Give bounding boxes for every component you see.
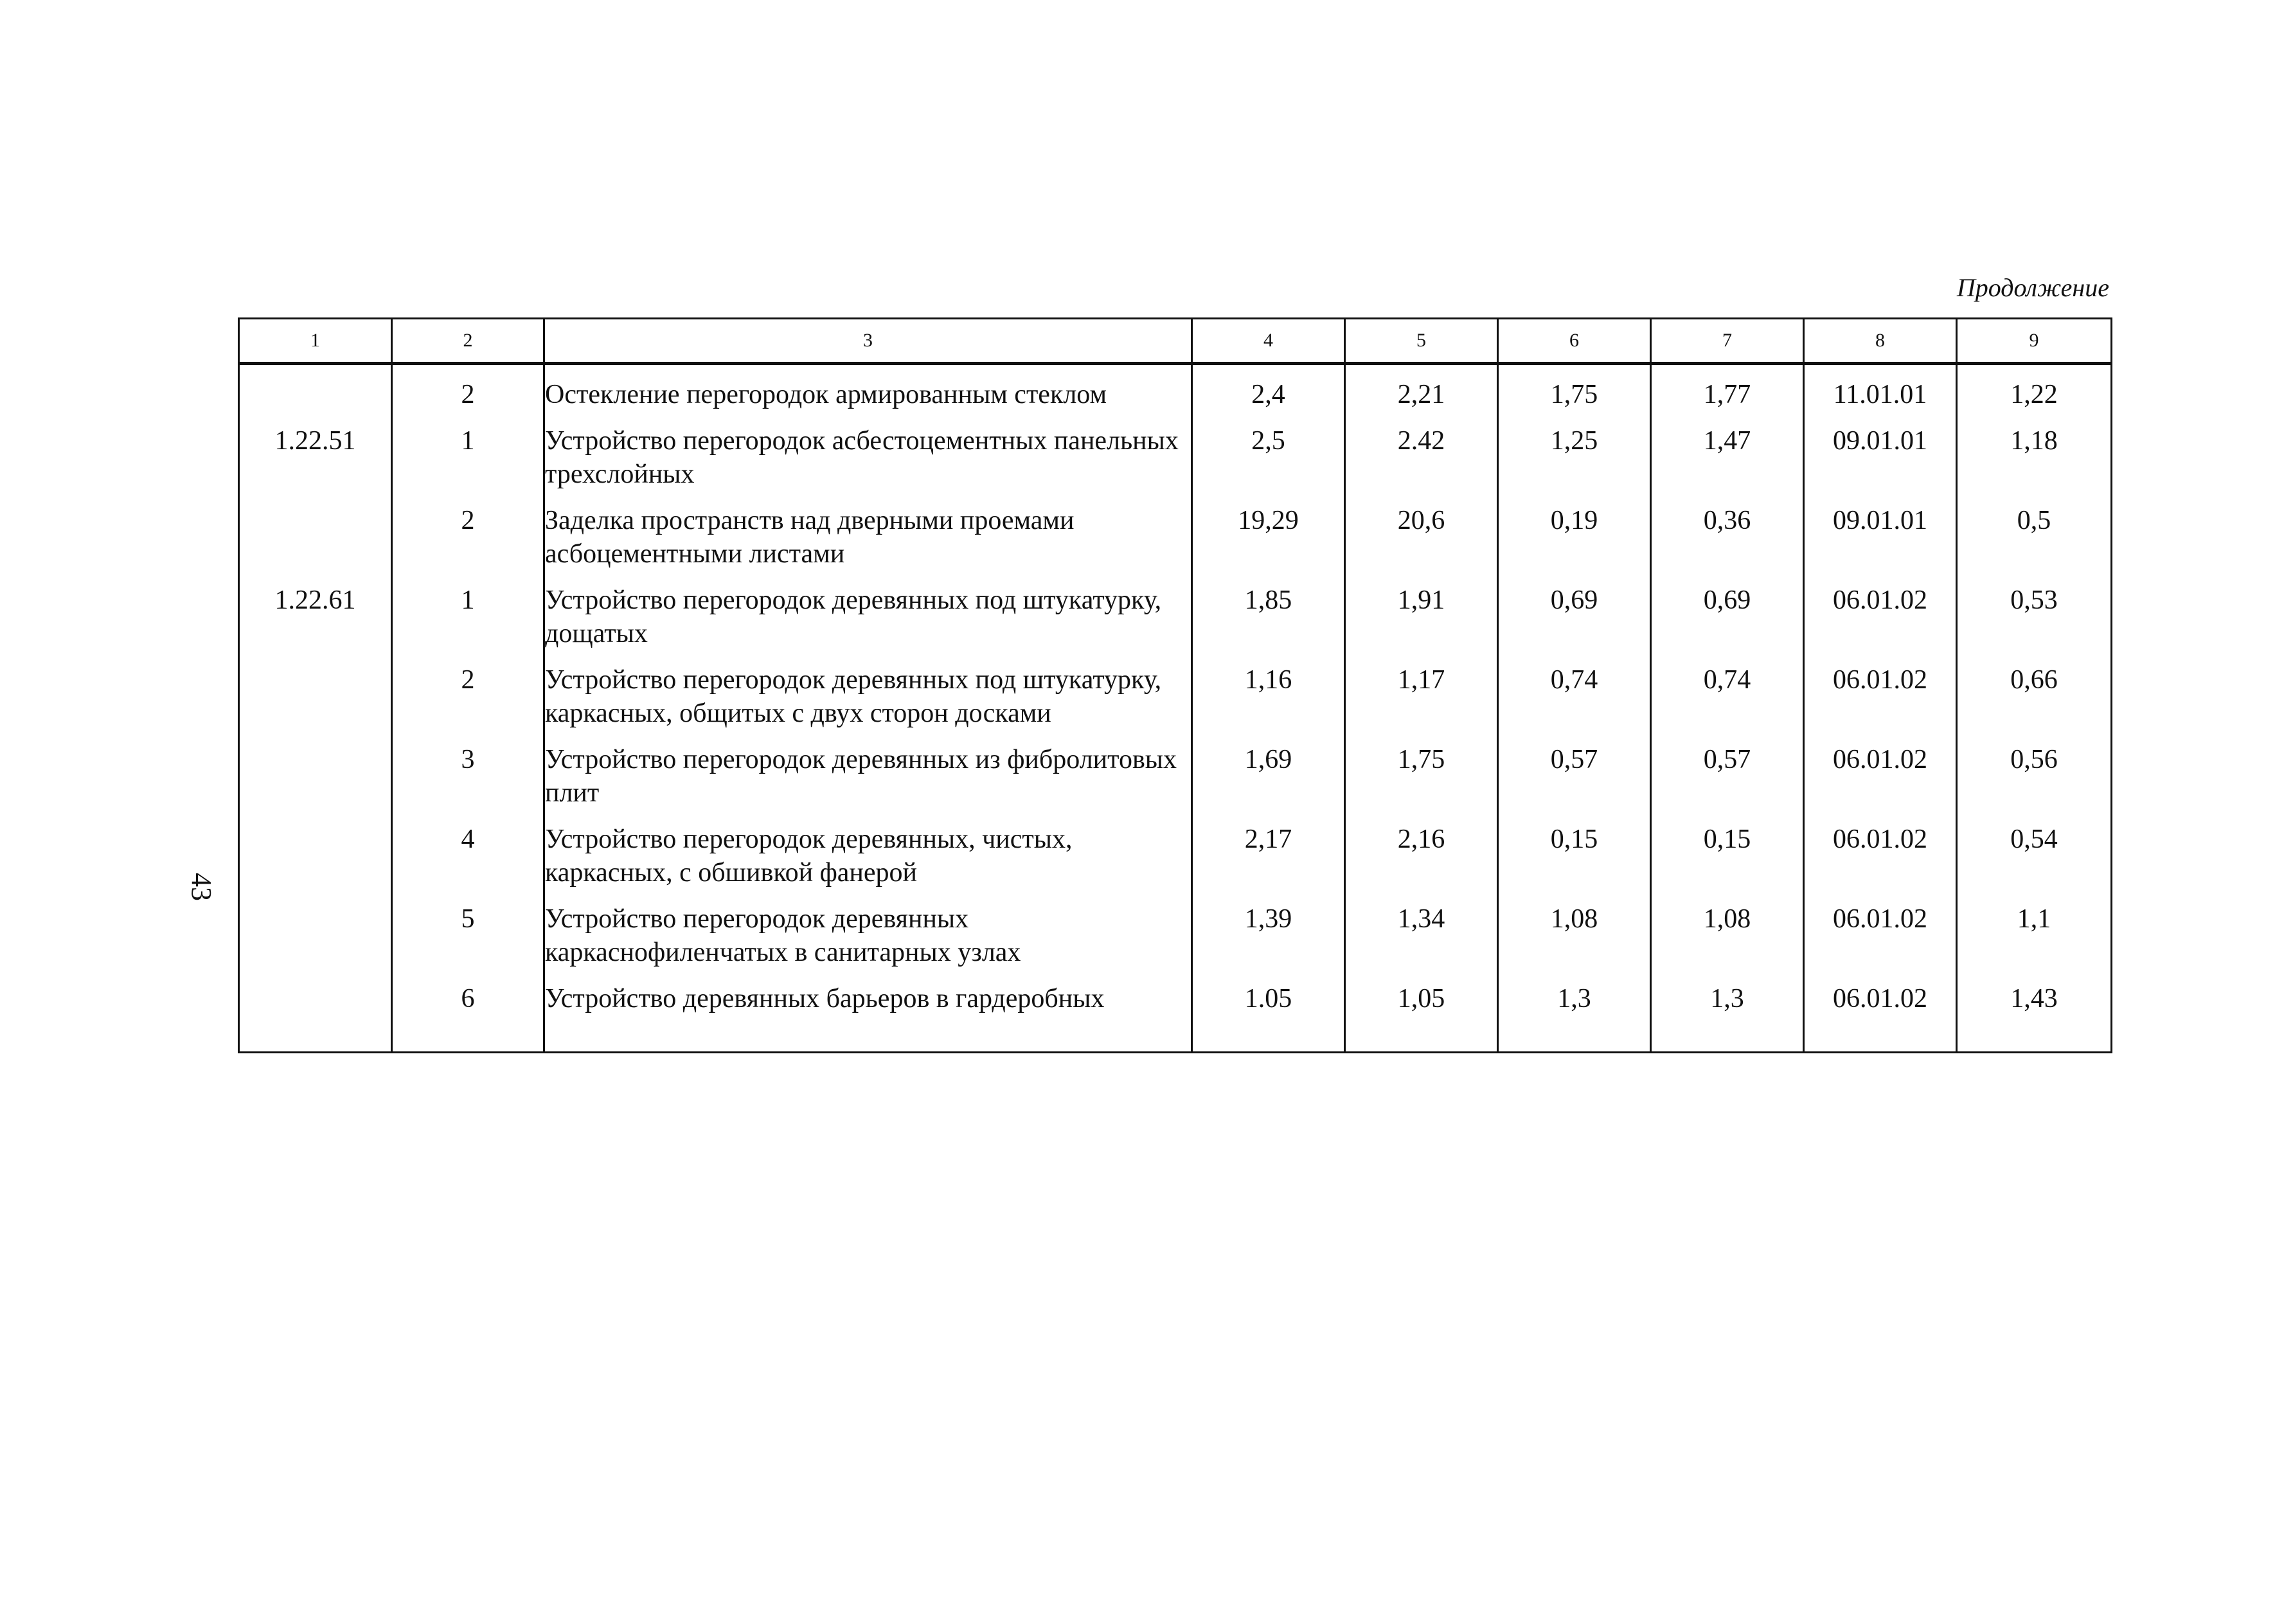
table-cell-value: 1,34 xyxy=(1345,902,1498,982)
table-cell-value: 06.01.02 xyxy=(1804,982,1957,1053)
table-cell-value: 1,25 xyxy=(1498,424,1651,504)
table-cell-value: 0,57 xyxy=(1498,743,1651,823)
table-cell-value: 09.01.01 xyxy=(1804,504,1957,584)
table-cell-value: 2,4 xyxy=(1192,364,1345,425)
table-cell-value: 1,22 xyxy=(1957,364,2112,425)
table-cell-value: 1,08 xyxy=(1498,902,1651,982)
table-cell-code xyxy=(239,364,392,425)
table-cell-description: Устройство перегородок деревянных каркаснофиленчатых в санитарных узлах xyxy=(544,902,1192,982)
column-header: 2 xyxy=(392,319,544,364)
table-cell-description: Устройство перегородок асбестоцементных панельных трехслойных xyxy=(544,424,1192,504)
table-row xyxy=(239,823,2112,902)
data-table xyxy=(238,317,2112,1053)
table-cell-description: Устройство перегородок деревянных под штукатурку, каркасных, общитых с двух сторон досками xyxy=(544,663,1192,743)
table-cell-number: 5 xyxy=(392,902,544,982)
table-cell-value: 0,69 xyxy=(1498,584,1651,663)
table-cell-code: 1.22.51 xyxy=(239,424,392,504)
table-cell-value: 1,17 xyxy=(1345,663,1498,743)
table-row xyxy=(239,743,2112,823)
column-header: 6 xyxy=(1498,319,1651,364)
table-cell-value: 06.01.02 xyxy=(1804,902,1957,982)
table-cell-value: 0,5 xyxy=(1957,504,2112,584)
table-cell-value: 06.01.02 xyxy=(1804,823,1957,902)
column-header: 3 xyxy=(544,319,1192,364)
table-cell-value: 1,16 xyxy=(1192,663,1345,743)
table-cell-value: 0,74 xyxy=(1498,663,1651,743)
table-cell-value: 2,5 xyxy=(1192,424,1345,504)
column-header: 5 xyxy=(1345,319,1498,364)
table-cell-value: 0,56 xyxy=(1957,743,2112,823)
table-cell-value: 1,47 xyxy=(1651,424,1804,504)
table-cell-code: 1.22.61 xyxy=(239,584,392,663)
table-cell-number: 1 xyxy=(392,584,544,663)
table-cell-value: 1,05 xyxy=(1345,982,1498,1053)
table-cell-value: 19,29 xyxy=(1192,504,1345,584)
table-cell-code xyxy=(239,743,392,823)
table-cell-value: 1,08 xyxy=(1651,902,1804,982)
table-cell-description: Остекление перегородок армированным стеклом xyxy=(544,364,1192,425)
table-cell-value: 0,69 xyxy=(1651,584,1804,663)
table-cell-value: 1,77 xyxy=(1651,364,1804,425)
column-header: 8 xyxy=(1804,319,1957,364)
table-cell-value: 1.05 xyxy=(1192,982,1345,1053)
column-header: 7 xyxy=(1651,319,1804,364)
table-cell-value: 1,1 xyxy=(1957,902,2112,982)
table-cell-value: 2,17 xyxy=(1192,823,1345,902)
table-cell-number: 2 xyxy=(392,663,544,743)
table-row xyxy=(239,424,2112,504)
table-cell-number: 6 xyxy=(392,982,544,1053)
table-cell-code xyxy=(239,902,392,982)
table-cell-value: 0,19 xyxy=(1498,504,1651,584)
table-cell-number: 4 xyxy=(392,823,544,902)
table-cell-value: 1,43 xyxy=(1957,982,2112,1053)
table-cell-value: 06.01.02 xyxy=(1804,663,1957,743)
page-number: 43 xyxy=(186,873,217,901)
table-cell-description: Устройство перегородок деревянных из фибролитовых плит xyxy=(544,743,1192,823)
table-cell-description: Заделка пространств над дверными проемами асбоцементными листами xyxy=(544,504,1192,584)
table-cell-value: 2.42 xyxy=(1345,424,1498,504)
table-row xyxy=(239,364,2112,425)
table-cell-value: 0,66 xyxy=(1957,663,2112,743)
table-cell-code xyxy=(239,504,392,584)
table-cell-value: 0,54 xyxy=(1957,823,2112,902)
table-cell-value: 0,36 xyxy=(1651,504,1804,584)
table-cell-value: 20,6 xyxy=(1345,504,1498,584)
table-cell-description: Устройство деревянных барьеров в гардеробных xyxy=(544,982,1192,1053)
table-cell-value: 0,74 xyxy=(1651,663,1804,743)
table-row xyxy=(239,504,2112,584)
table-cell-value: 2,21 xyxy=(1345,364,1498,425)
table-cell-value: 1,75 xyxy=(1345,743,1498,823)
table-row xyxy=(239,663,2112,743)
table-row xyxy=(239,584,2112,663)
table-cell-value: 1,3 xyxy=(1498,982,1651,1053)
table-cell-value: 1,18 xyxy=(1957,424,2112,504)
table-cell-description: Устройство перегородок деревянных, чистых, каркасных, с обшивкой фанерой xyxy=(544,823,1192,902)
table-row xyxy=(239,902,2112,982)
table-cell-number: 1 xyxy=(392,424,544,504)
header-row xyxy=(239,319,2112,364)
table-cell-value: 0,15 xyxy=(1651,823,1804,902)
table-row xyxy=(239,982,2112,1053)
table-cell-number: 2 xyxy=(392,364,544,425)
table-cell-number: 2 xyxy=(392,504,544,584)
column-header: 4 xyxy=(1192,319,1345,364)
table-cell-value: 11.01.01 xyxy=(1804,364,1957,425)
table-cell-value: 1,3 xyxy=(1651,982,1804,1053)
table-cell-value: 1,75 xyxy=(1498,364,1651,425)
table-cell-value: 1,85 xyxy=(1192,584,1345,663)
column-header: 9 xyxy=(1957,319,2112,364)
column-header: 1 xyxy=(239,319,392,364)
table-cell-code xyxy=(239,663,392,743)
table-cell-value: 0,57 xyxy=(1651,743,1804,823)
table-cell-code xyxy=(239,982,392,1053)
table-cell-code xyxy=(239,823,392,902)
table-cell-value: 1,39 xyxy=(1192,902,1345,982)
table-cell-value: 1,91 xyxy=(1345,584,1498,663)
table-cell-value: 0,15 xyxy=(1498,823,1651,902)
continuation-caption: Продолжение xyxy=(1956,273,2109,302)
table-cell-value: 06.01.02 xyxy=(1804,584,1957,663)
table-cell-value: 06.01.02 xyxy=(1804,743,1957,823)
table-cell-value: 09.01.01 xyxy=(1804,424,1957,504)
table-cell-value: 2,16 xyxy=(1345,823,1498,902)
table-cell-value: 0,53 xyxy=(1957,584,2112,663)
table-cell-value: 1,69 xyxy=(1192,743,1345,823)
table-cell-number: 3 xyxy=(392,743,544,823)
table-cell-description: Устройство перегородок деревянных под штукатурку, дощатых xyxy=(544,584,1192,663)
